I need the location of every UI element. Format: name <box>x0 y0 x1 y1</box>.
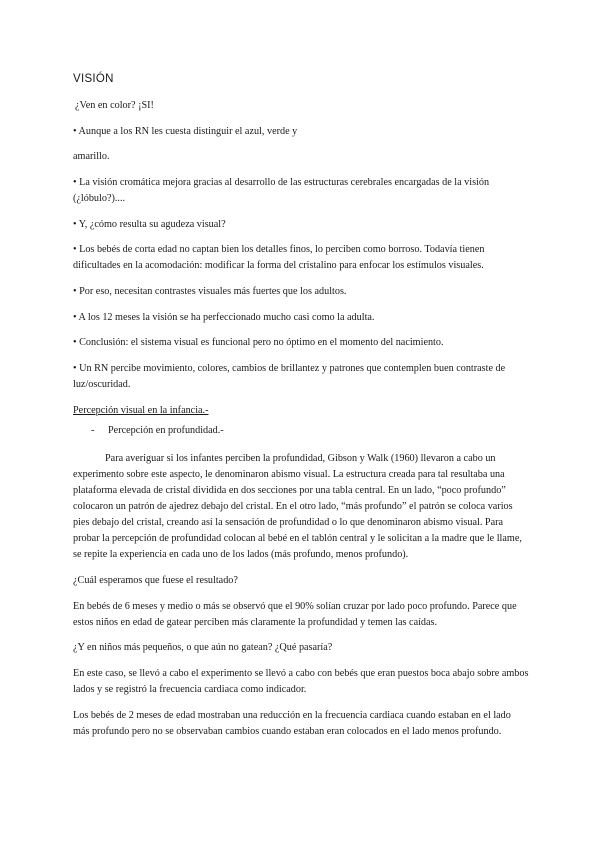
bullet-item: • Conclusión: el sistema visual es funcional pero no óptimo en el momento del nacimiento. <box>73 337 444 349</box>
question-paragraph: ¿Cuál esperamos que fuese el resultado? <box>73 575 238 587</box>
bullet-item: • Los bebés de corta edad no captan bien los detalles finos, lo perciben como borroso. Todavía tienen dificultades en la acomodación: modificar la forma del cristalino para enfocar los estímulos visuales. <box>73 244 485 272</box>
question-paragraph: ¿Y en niños más pequeños, o que aún no gatean? ¿Qué pasaría? <box>73 642 333 654</box>
section-heading: Percepción visual en la infancia.- <box>73 404 209 416</box>
bullet-item: • Y, ¿cómo resulta su agudeza visual? <box>73 218 226 230</box>
dash-list-item <box>91 423 529 439</box>
subtitle: ¿Ven en color? ¡SI! <box>75 100 154 112</box>
body-paragraph: Los bebés de 2 meses de edad mostraban una reducción en la frecuencia cardiaca cuando estaban en el lado más profundo pero no se observaban cambios cuando estaban eran colocados en el lado menos profundo. <box>73 709 511 737</box>
dash-marker: - <box>91 424 95 436</box>
dash-list-item-text: Percepción en profundidad.- <box>108 424 224 436</box>
page-title: VISIÓN <box>73 73 114 85</box>
body-paragraph: En este caso, se llevó a cabo el experimento se llevó a cabo con bebés que eran puestos boca abajo sobre ambos lados y se registró la frecuencia cardiaca como indicador. <box>73 668 529 696</box>
bullet-continuation: amarillo. <box>73 151 110 163</box>
bullet-item: • Un RN percibe movimiento, colores, cambios de brillantez y patrones que contemplen buen contraste de luz/oscuridad. <box>73 362 506 390</box>
document-body <box>73 70 529 749</box>
bullet-item: • Por eso, necesitan contrastes visuales más fuertes que los adultos. <box>73 286 347 298</box>
bullet-item: • Aunque a los RN les cuesta distinguir el azul, verde y <box>73 125 298 137</box>
bullet-item: • La visión cromática mejora gracias al desarrollo de las estructuras cerebrales encargadas de la visión (¿lóbulo?).... <box>73 176 490 205</box>
bullet-item: • A los 12 meses la visión se ha perfeccionado mucho casi como la adulta. <box>73 311 375 323</box>
body-paragraph: Para averiguar si los infantes perciben la profundidad, Gibson y Walk (1960) llevaron a cabo un experimento sobre este aspecto, le denominaron abismo visual. La estructura creada para tal resultaba una plataforma elevada de cristal dividida en dos secciones por una tabla central. En un lado, “poco profundo” colocaron un patrón de ajedrez debajo del cristal. En el otro lado, “más profundo” el patrón se coloca varios pies debajo del cristal, creando así la sensación de profundidad o lo que denominaron abismo visual. Para probar la percepción de profundidad colocan al bebé en el tablón central y le solicitan a la madre que le llame, se repite la experiencia en cada uno de los lados (más profundo, menos profundo). <box>73 452 522 561</box>
body-paragraph: En bebés de 6 meses y medio o más se observó que el 90% solían cruzar por lado poco profundo. Parece que estos niños en edad de gatear perciben más claramente la profundidad y temen las caídas. <box>73 600 517 628</box>
